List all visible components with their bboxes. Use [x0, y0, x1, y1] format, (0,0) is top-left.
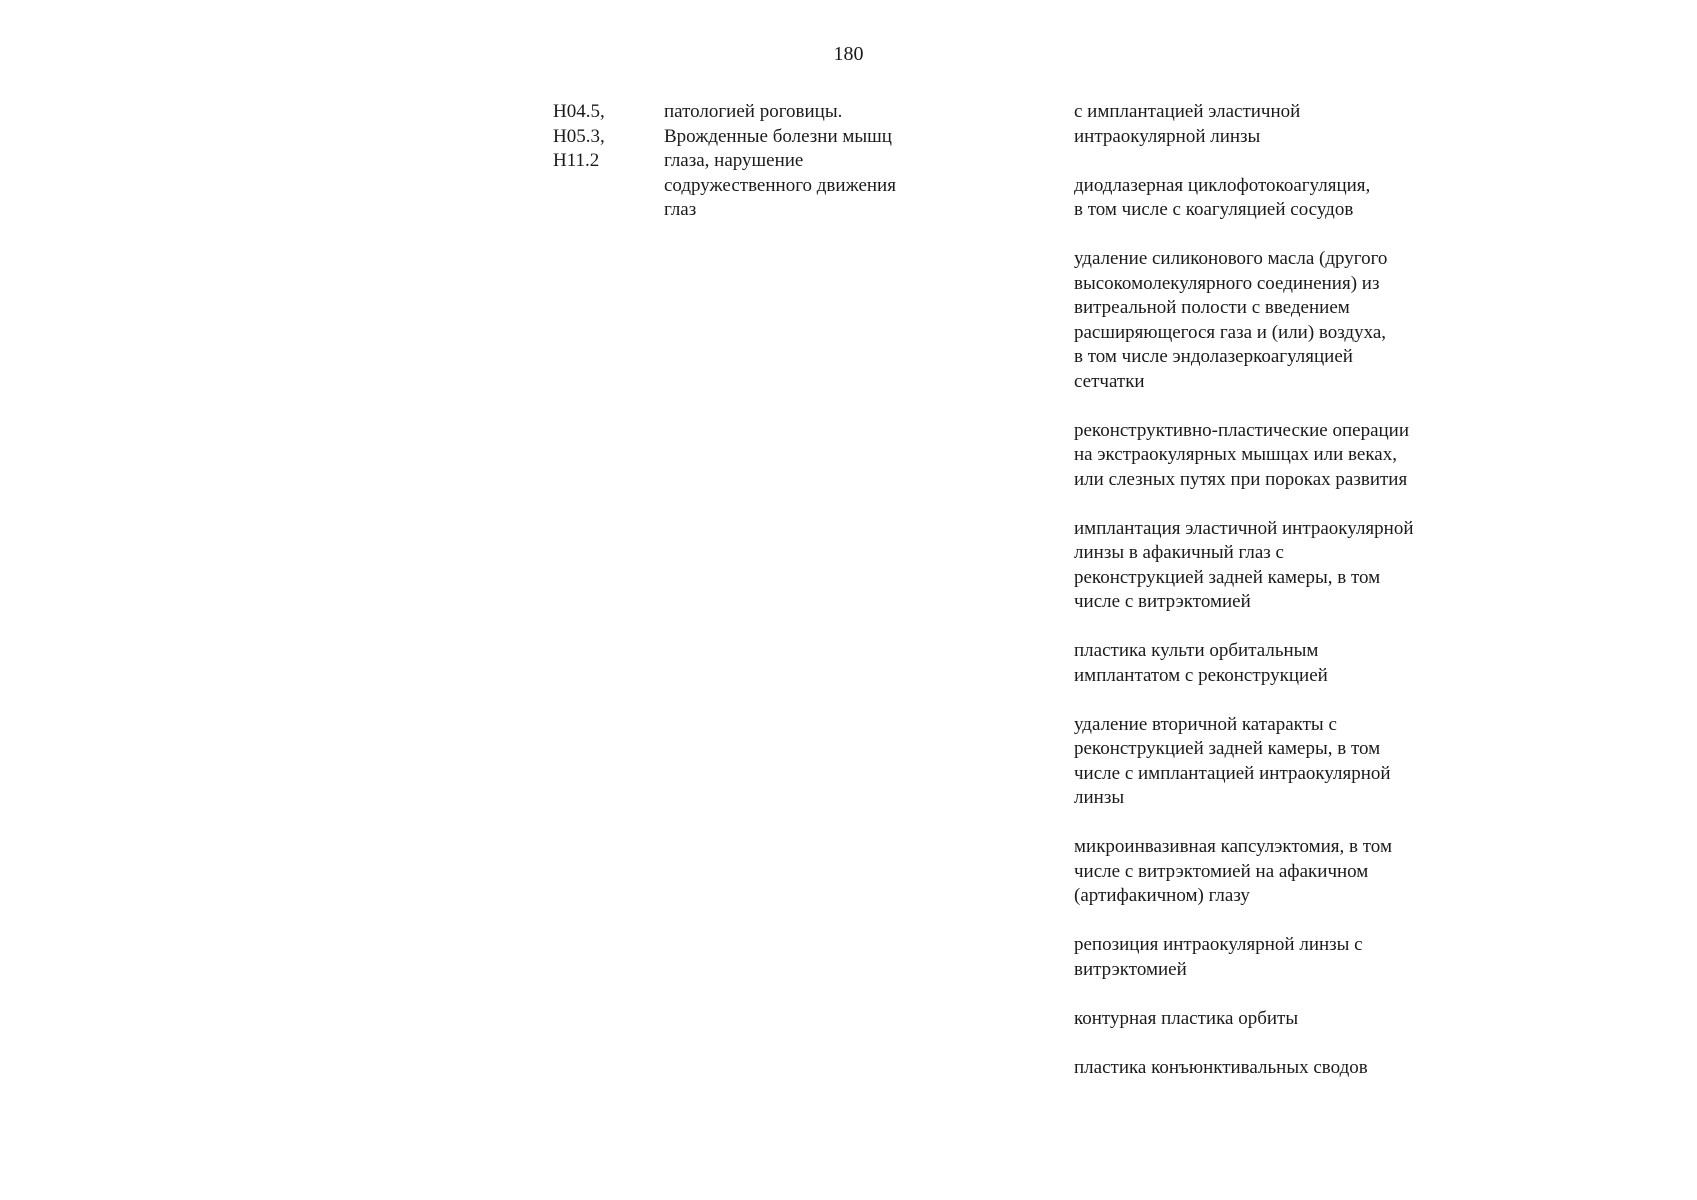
icd-code: H04.5,: [553, 101, 605, 122]
treatment-line: на экстраокулярных мышцах или веках,: [1074, 444, 1397, 465]
treatment-item: [1074, 419, 1474, 493]
treatment-line: линзы: [1074, 787, 1125, 808]
treatment-line: имплантация эластичной интраокулярной: [1074, 517, 1414, 539]
treatment-line: интраокулярной линзы: [1074, 125, 1261, 147]
page-number: 180: [833, 43, 864, 65]
treatment-line: (артифакичном) глазу: [1074, 885, 1250, 906]
treatment-line: имплантатом с реконструкцией: [1074, 664, 1328, 686]
treatment-item: [1074, 835, 1474, 909]
treatment-item: [1074, 1056, 1474, 1081]
treatment-line: удаление силиконового масла (другого: [1074, 248, 1388, 269]
icd-code: H11.2: [553, 150, 600, 171]
treatment-line: витреальной полости с введением: [1074, 297, 1350, 318]
treatment-item: [1074, 517, 1474, 615]
treatment-line: пластика конъюнктивальных сводов: [1074, 1056, 1368, 1078]
treatment-line: диодлазерная циклофотокоагуляция,: [1074, 174, 1371, 196]
treatment-line: высокомолекулярного соединения) из: [1074, 272, 1380, 294]
treatment-line: в том числе с коагуляцией сосудов: [1074, 199, 1354, 220]
diagnosis-column: [664, 100, 954, 223]
treatment-line: репозиция интраокулярной линзы с: [1074, 934, 1363, 955]
treatment-item: [1074, 713, 1474, 811]
treatment-line: в том числе эндолазеркоагуляцией: [1074, 346, 1353, 367]
treatment-line: расширяющегося газа и (или) воздуха,: [1074, 321, 1387, 343]
icd-code: H05.3,: [553, 125, 605, 147]
treatment-line: или слезных путях при пороках развития: [1074, 468, 1408, 490]
diagnosis-line: глаз: [664, 199, 697, 220]
treatment-line: с имплантацией эластичной: [1074, 101, 1301, 122]
diagnosis-line: Врожденные болезни мышц: [664, 125, 892, 147]
icd-codes-column: [553, 100, 653, 174]
treatment-line: реконструкцией задней камеры, в том: [1074, 566, 1381, 588]
treatment-item: [1074, 933, 1474, 982]
treatment-item: [1074, 174, 1474, 223]
treatment-item: [1074, 247, 1474, 394]
treatment-line: числе с имплантацией интраокулярной: [1074, 762, 1391, 784]
treatment-line: пластика культи орбитальным: [1074, 640, 1319, 661]
treatment-line: числе с витрэктомией: [1074, 591, 1251, 612]
diagnosis-line: патологией роговицы.: [664, 101, 843, 122]
treatment-line: реконструктивно-пластические операции: [1074, 419, 1410, 441]
treatment-line: реконструкцией задней камеры, в том: [1074, 738, 1381, 759]
diagnosis-line: глаза, нарушение: [664, 150, 804, 171]
treatment-line: витрэктомией: [1074, 958, 1187, 980]
treatment-methods-column: [1074, 100, 1474, 1105]
treatment-line: линзы в афакичный глаз с: [1074, 542, 1284, 563]
treatment-line: сетчатки: [1074, 370, 1145, 392]
treatment-line: контурная пластика орбиты: [1074, 1007, 1299, 1029]
treatment-line: удаление вторичной катаракты с: [1074, 713, 1337, 735]
diagnosis-line: содружественного движения: [664, 174, 896, 196]
treatment-line: микроинвазивная капсулэктомия, в том: [1074, 836, 1392, 857]
treatment-line: числе с витрэктомией на афакичном: [1074, 860, 1369, 882]
treatment-item: [1074, 639, 1474, 688]
treatment-item: [1074, 1007, 1474, 1032]
treatment-item: [1074, 100, 1474, 149]
